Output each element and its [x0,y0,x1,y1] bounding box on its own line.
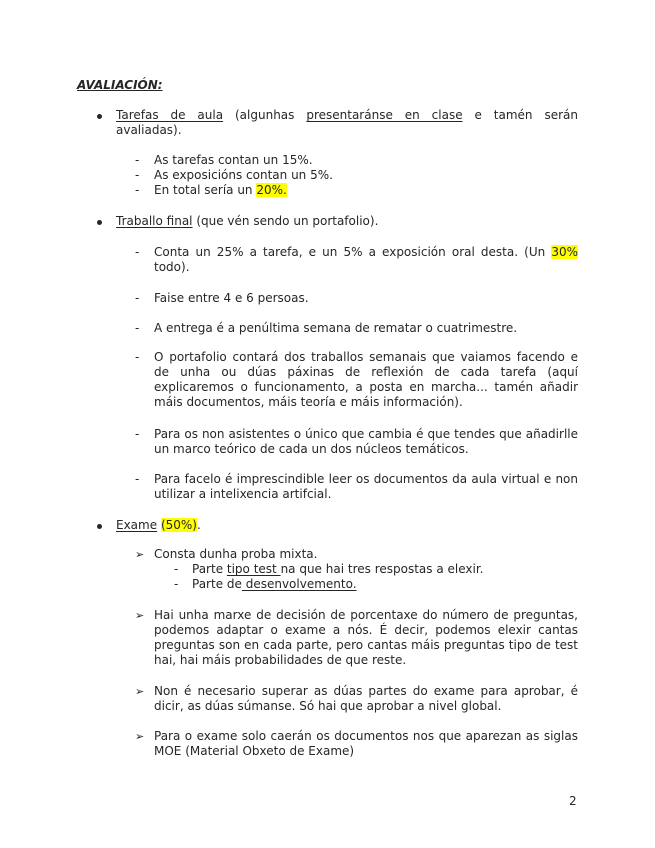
s1-text-a: (algunhas [223,108,307,122]
dash-icon: - [135,291,140,305]
s1-item-1: As tarefas contan un 15%. [154,153,313,167]
s2-item-1-line1 [154,245,578,260]
s3-item-3: Non é necesario superar as dúas partes do exame para aprobar, é dicir, as dúas súmanse. Só hai que aprobar a nivel global. [154,684,578,713]
dash-icon: - [135,427,140,441]
highlight-30: 30% [551,245,578,259]
s3-sub-2 [192,577,357,592]
dash-icon: - [135,153,140,167]
arrow-bullet-icon: ➢ [135,730,145,743]
dash-icon: - [135,321,140,335]
s3-sub-1-a: Parte [192,562,227,576]
bullet-icon [97,220,102,225]
s2-rest: (que vén sendo un portafolio). [192,214,379,228]
s2-item-5: Para os non asistentes o único que cambia é que tendes que añadirlle un marco teórico de cada un dos núcleos temáticos. [154,427,578,456]
s1-item-3 [154,183,287,198]
bullet-icon [97,114,102,119]
highlight-50: (50%) [160,518,197,532]
dash-icon: - [135,245,140,259]
s1-text-b: e tamén serán [462,108,578,122]
dash-icon: - [135,183,140,197]
s3-sub-1 [192,562,483,577]
s3-title: Exame [116,518,158,532]
s3-item-1: Consta dunha proba mixta. [154,547,318,561]
s3-title-line [116,518,201,533]
s3-sub-2-a: Parte de [192,577,242,591]
s2-item-2: Faise entre 4 e 6 persoas. [154,291,309,305]
s3-sub-1-b: na que hai tres respostas a elexir. [280,562,484,576]
arrow-bullet-icon: ➢ [135,548,145,561]
s3-item-4: Para o exame solo caerán os documentos nos que aparezan as siglas MOE (Material Obxeto de Exame) [154,729,578,758]
dash-icon: - [135,472,140,486]
dash-icon: - [135,350,140,364]
page-number: 2 [569,794,577,808]
s1-item-3-text: En total sería un [154,183,257,197]
dash-icon: - [174,562,179,576]
s3-item-2: Hai unha marxe de decisión de porcentaxe do número de preguntas, podemos adaptar o exame a nós. É decir, podemos elexir cantas preguntas son en cada parte, pero cantas máis preguntas tipo de test hai, hai máis probabilidades de que reste. [154,608,578,667]
s1-line2: avaliadas). [116,123,182,137]
s3-sub-1-u: tipo test [226,562,281,576]
s2-item-6: Para facelo é imprescindible leer os documentos da aula virtual e non utilizar a intelixencia artifcial. [154,472,578,501]
s2-item-3: A entrega é a penúltima semana de rematar o cuatrimestre. [154,321,518,335]
arrow-bullet-icon: ➢ [135,685,145,698]
bullet-icon [97,524,102,529]
s1-line1 [116,108,578,123]
s2-title-line [116,214,378,229]
s1-link2: presentaránse en clase [306,108,463,122]
section-heading: AVALIACIÓN: [77,78,163,92]
s1-item-2: As exposicións contan un 5%. [154,168,333,182]
s2-item-4: O portafolio contará dos traballos semanais que vaiamos facendo e de unha ou dúas páxinas de reflexión de cada tarefa (aquí explicaremos o funcionamento, a posta en marcha... tamén añadir máis documentos, máis teoría e máis información). [154,350,578,409]
s2-item-1-line2: todo). [154,260,190,274]
dash-icon: - [135,168,140,182]
s2-item-1-a: Conta un 25% a tarefa, e un 5% a exposición oral desta. (Un [154,245,552,259]
arrow-bullet-icon: ➢ [135,609,145,622]
dash-icon: - [174,577,179,591]
s2-title: Traballo final [116,214,193,228]
s1-link1: Tarefas de aula [116,108,224,122]
s3-dot: . [196,518,201,532]
s3-sub-2-u: desenvolvemento. [241,577,357,591]
highlight-20: 20%. [256,183,287,197]
